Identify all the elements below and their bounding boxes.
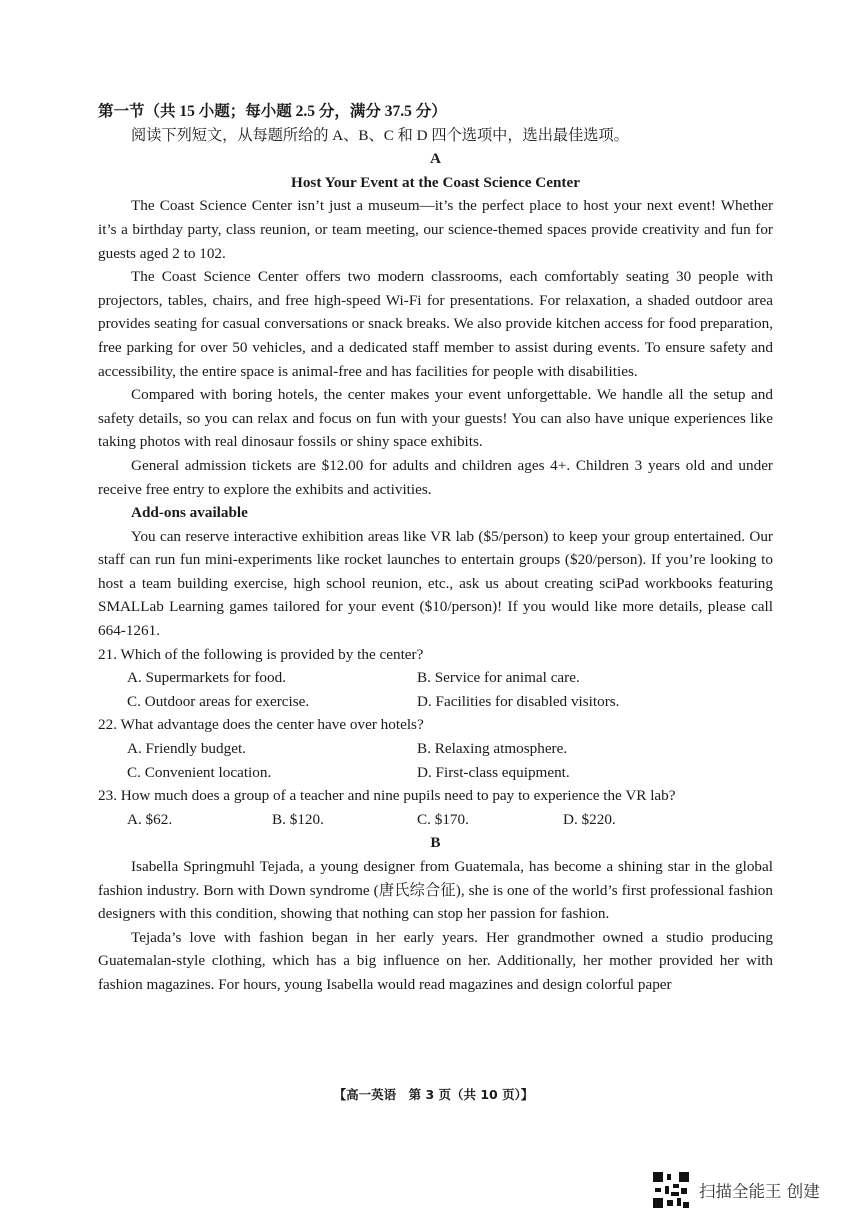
passage-b-paragraph: Tejada’s love with fashion began in her early years. Her grandmother owned a studio producing Guatemalan-style clothing, which has a big influence on her. Additionally, her mother provided her with fashion magazines. For hours, young Isabella would read magazines and design colorful paper [98, 928, 773, 993]
question-21-option-c: C. Outdoor areas for exercise. [127, 692, 310, 710]
passage-a-letter: A [430, 150, 441, 168]
addons-paragraph: You can reserve interactive exhibition areas like VR lab ($5/person) to keep your group entertained. Our staff can run fun mini-experiments like rocket launches to entertain groups ($20/person). If you’re looking to host a team building exercise, high school reunion, etc., ask us about creating sciPad workbooks featuring SMALLab Learning games tailored for your event ($10/person)! If you would like more details, please call 664-1261. [98, 527, 773, 640]
scanner-watermark-text: 扫描全能王 创建 [699, 1182, 820, 1201]
question-23-option-a: A. $62. [127, 810, 173, 828]
question-23-stem: 23. How much does a group of a teacher and nine pupils need to pay to experience the VR lab? [98, 787, 676, 805]
passage-b-letter: B [430, 834, 441, 852]
qr-code-icon [653, 1172, 689, 1208]
question-21-option-a: A. Supermarkets for food. [127, 669, 287, 687]
scanner-watermark [653, 1172, 820, 1208]
question-21-option-d: D. Facilities for disabled visitors. [417, 692, 620, 710]
passage-a-paragraph: The Coast Science Center isn’t just a museum—it’s the perfect place to host your next event! Whether it’s a birthday party, class reunion, or team meeting, our science-themed spaces provide creativity and fun for guests aged 2 to 102. [98, 197, 773, 262]
exam-page [98, 100, 773, 997]
question-22-option-c: C. Convenient location. [127, 763, 272, 781]
question-21-stem: 21. Which of the following is provided by the center? [98, 645, 424, 663]
passage-a-paragraph: Compared with boring hotels, the center makes your event unforgettable. We handle all the setup and safety details, so you can relax and focus on fun with your guests! You can also have unique experiences like taking photos with real dinosaur fossils or shiny space exhibits. [98, 386, 773, 451]
section-heading: 第一节（共 15 小题；每小题 2.5 分，满分 37.5 分） [98, 103, 447, 120]
addons-heading: Add-ons available [131, 504, 248, 522]
instruction: 阅读下列短文，从每题所给的 A、B、C 和 D 四个选项中，选出最佳选项。 [131, 126, 629, 144]
page-footer: 【高一英语 第 3 页（共 10 页）】 [333, 1087, 534, 1102]
passage-b-paragraph: Isabella Springmuhl Tejada, a young designer from Guatemala, has become a shining star in the global fashion industry. Born with Down syndrome (唐氏综合征), she is one of the world’s first professional fashion designers with this condition, showing that nothing can stop her passion for fashion. [98, 858, 773, 923]
question-22-option-a: A. Friendly budget. [127, 740, 246, 758]
question-23-option-c: C. $170. [417, 810, 469, 828]
passage-a-paragraph: The Coast Science Center offers two modern classrooms, each comfortably seating 30 people with projectors, tables, chairs, and free high-speed Wi-Fi for presentations. For relaxation, a shaded outdoor area provides seating for casual conversations or snack breaks. We also provide kitchen access for food preparation, free parking for over 50 vehicles, and a dedicated staff member to assist during events. To ensure safety and accessibility, the entire space is animal-free and has facilities for people with disabilities. [98, 268, 773, 380]
question-21-option-b: B. Service for animal care. [417, 669, 580, 687]
question-22-option-d: D. First-class equipment. [417, 763, 570, 781]
question-22-stem: 22. What advantage does the center have over hotels? [98, 716, 424, 734]
question-23-option-d: D. $220. [563, 810, 616, 828]
passage-a-paragraph: General admission tickets are $12.00 for adults and children ages 4+. Children 3 years old and under receive free entry to explore the exhibits and activities. [98, 456, 773, 498]
question-23-option-b: B. $120. [272, 810, 324, 828]
question-22-option-b: B. Relaxing atmosphere. [417, 740, 568, 758]
passage-a-title: Host Your Event at the Coast Science Center [291, 173, 580, 191]
